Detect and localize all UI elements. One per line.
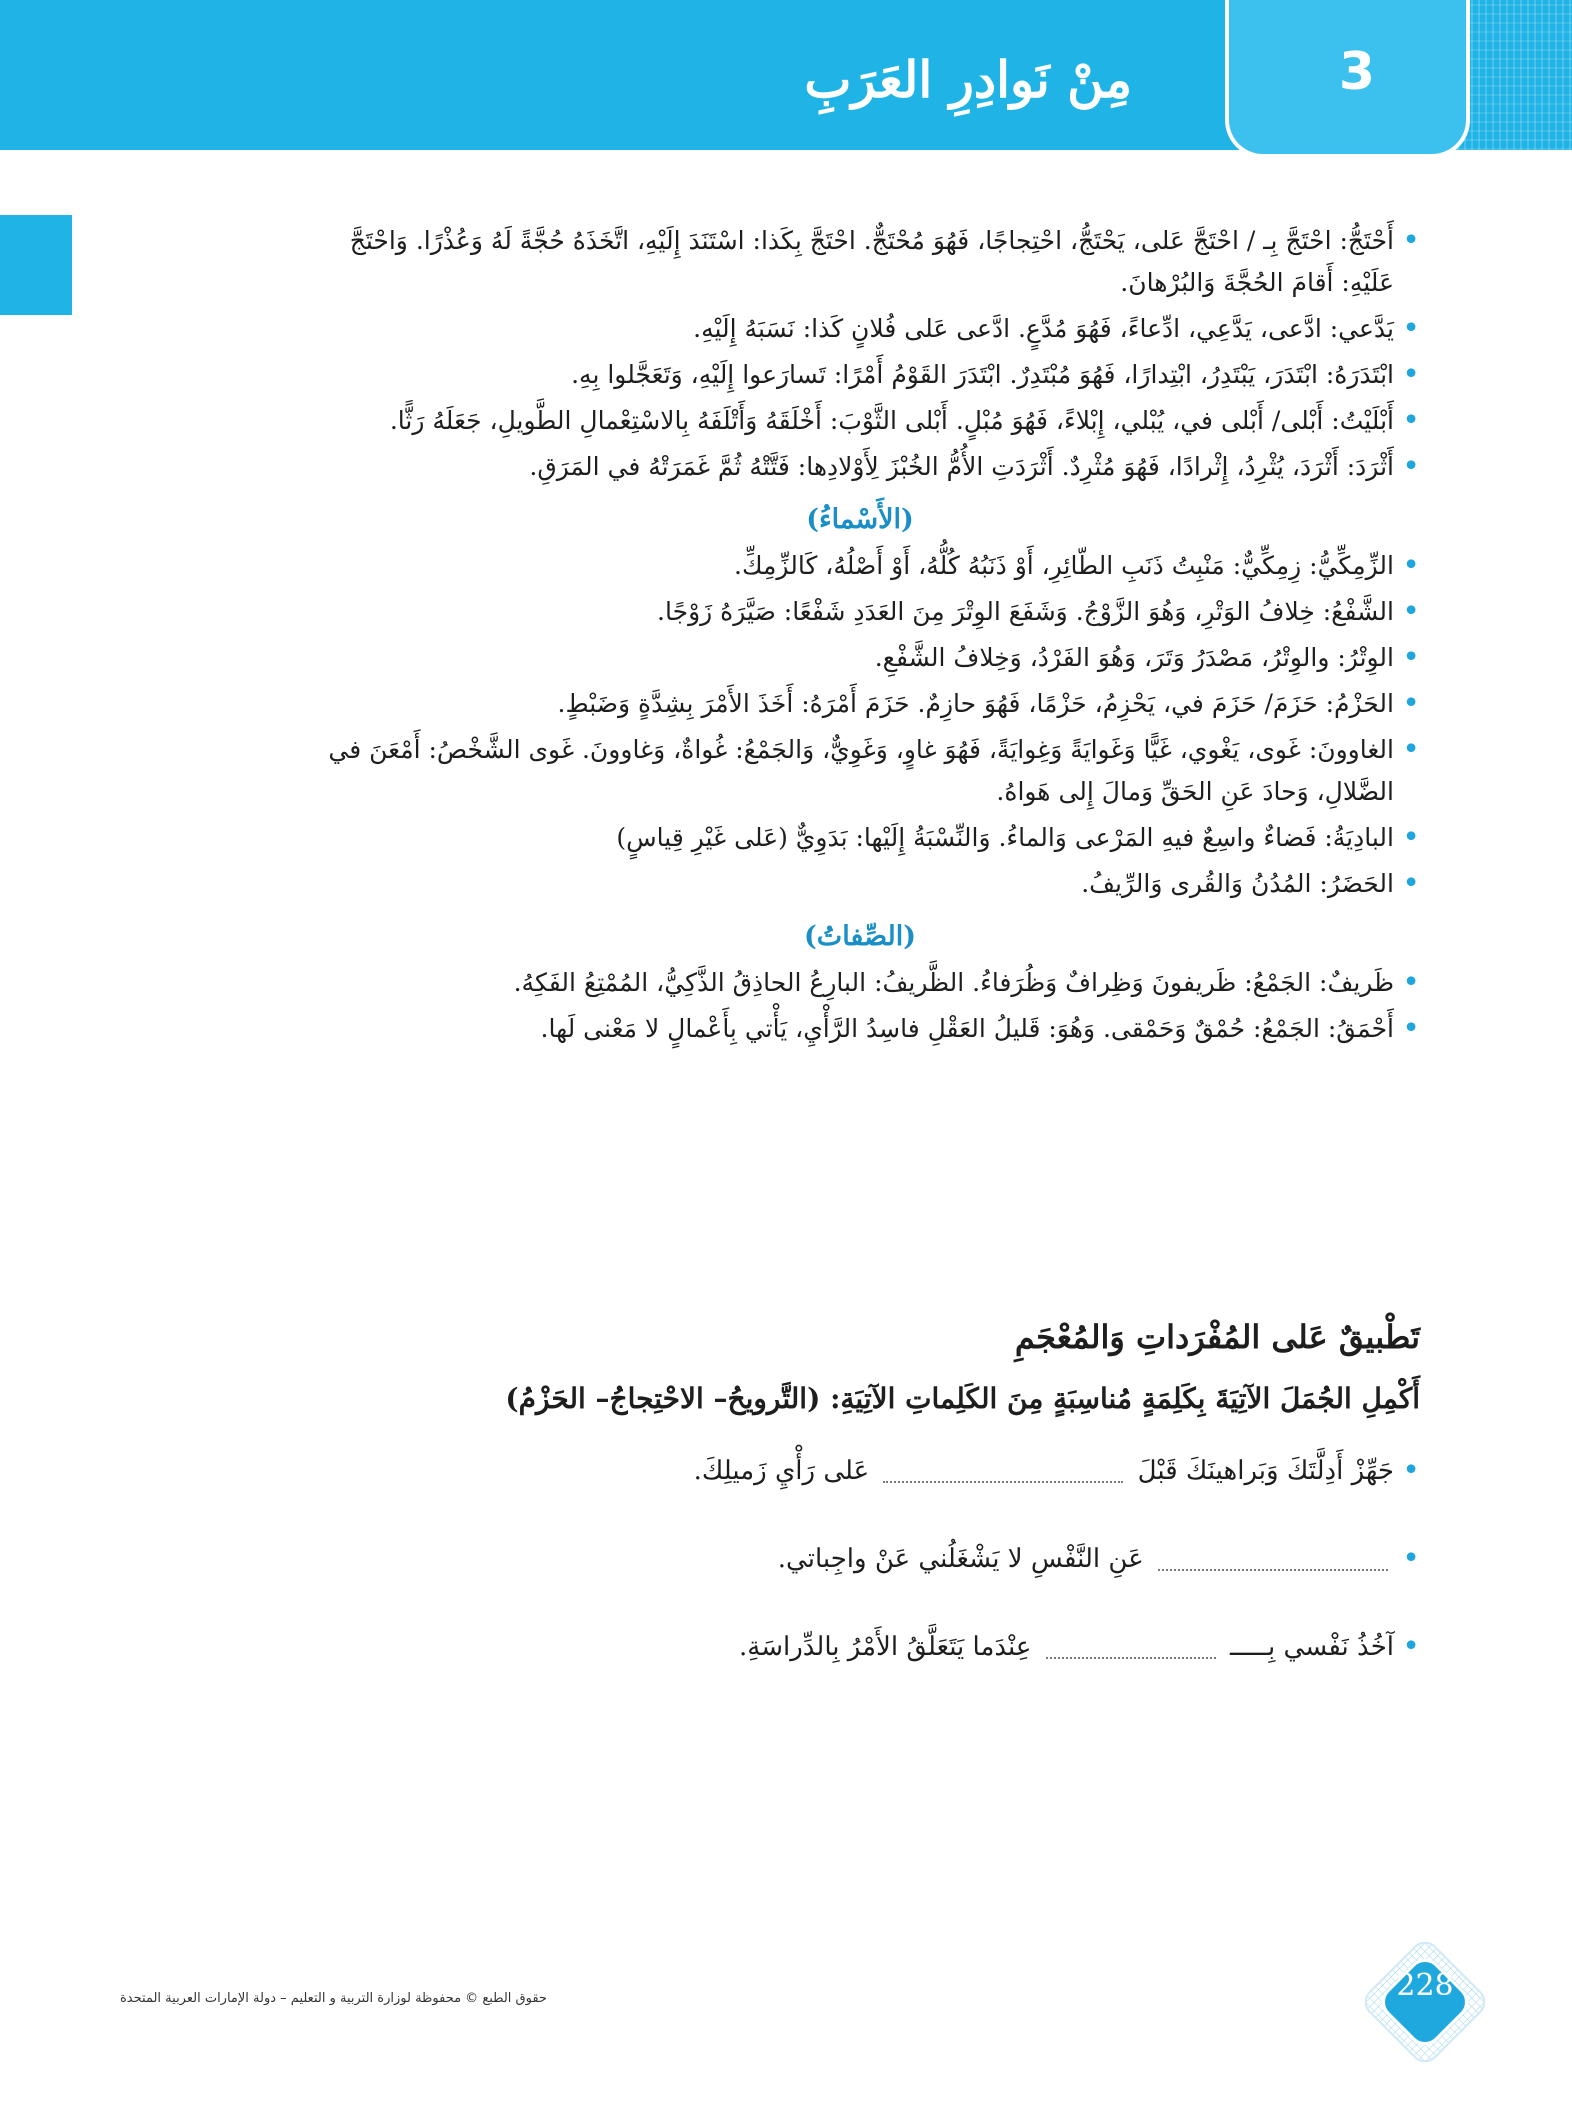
- copyright-notice: حقوق الطبع © محفوظة لوزارة التربية و التعليم – دولة الإمارات العربية المتحدة: [120, 1991, 547, 2006]
- exercise-item-after: عِنْدَما يَتَعَلَّقُ الأَمْرُ بِالدِّراسَةِ.: [739, 1632, 1032, 1662]
- exercise-item-after: عَلى رَأْيِ زَميلِكَ.: [693, 1456, 870, 1486]
- verb-entry: • يَدَّعي: ادَّعى، يَدَّعِي، ادِّعاءً، فَهُوَ مُدَّعٍ. ادَّعى عَلى فُلانٍ كَذا: نَسَبَهُ إِلَيْهِ.: [300, 308, 1420, 350]
- adjectives-heading: (الصِّفاتُ): [804, 921, 916, 952]
- nouns-heading: (الأَسْماءُ): [806, 504, 914, 535]
- chapter-title: مِنْ نَوادِرِ العَرَبِ: [804, 50, 1132, 109]
- exercise-instruction: أَكْمِلِ الجُمَلَ الآتِيَةَ بِكَلِمَةٍ مُناسِبَةٍ مِنَ الكَلِماتِ الآتِيَةِ: (التَّرويحُ– الاحْتِجاجُ– الحَزْمُ): [505, 1382, 1420, 1415]
- adjective-entry: • أَحْمَقُ: الجَمْعُ: حُمْقٌ وَحَمْقى. وَهُوَ: قَليلُ العَقْلِ فاسِدُ الرَّأْيِ، يَأْتي بِأَعْمالٍ لا مَعْنى لَها.: [300, 1008, 1420, 1050]
- verb-entry: • ابْتَدَرَهُ: ابْتَدَرَ، يَبْتَدِرُ، ابْتِدارًا، فَهُوَ مُبْتَدِرٌ. ابْتَدَرَ القَوْمُ أَمْرًا: تَسارَعوا إِلَيْهِ، وَتَعَجَّلوا بِهِ.: [300, 354, 1420, 396]
- verbs-list: [300, 220, 1420, 488]
- exercise-section: [320, 1318, 1420, 1715]
- exercise-item-before: جَهِّزْ أَدِلَّتَكَ وَبَراهينَكَ قَبْلَ: [1137, 1456, 1394, 1486]
- adjective-entry: • ظَريفٌ: الجَمْعُ: ظَريفونَ وَظِرافٌ وَظُرَفاءُ. الظَّريفُ: البارِعُ الحاذِقُ الذَّكِيُّ، المُمْتِعُ الفَكِهُ.: [300, 962, 1420, 1004]
- exercise-title: تَطْبيقٌ عَلى المُفْرَداتِ وَالمُعْجَمِ: [1014, 1318, 1420, 1356]
- answer-blank[interactable]: [1158, 1549, 1388, 1571]
- exercise-item-3: [320, 1627, 1420, 1667]
- verb-entry: • أَبْلَيْتُ: أَبْلى/ أَبْلى في، يُبْلي، إِبْلاءً، فَهُوَ مُبْلٍ. أَبْلى الثَّوْبَ: أَخْلَقَهُ وَأَتْلَفَهُ بِالاسْتِعْمالِ الطَّويلِ، جَعَلَهُ رَثًّا.: [300, 400, 1420, 442]
- nouns-list: [300, 545, 1420, 905]
- noun-entry: • الزِّمِكِّيُّ: زِمِكِّيٌّ: مَنْبِتُ ذَنَبِ الطّائِرِ، أَوْ ذَنَبُهُ كُلُّهُ، أَوْ أَصْلُهُ، كَالزِّمِكِّ.: [300, 545, 1420, 587]
- chapter-number: 3: [1338, 42, 1376, 102]
- noun-entry: • الحَضَرُ: المُدُنُ وَالقُرى وَالرِّيفُ.: [300, 863, 1420, 905]
- verb-entry: • أَحْتَجُّ: احْتَجَّ بِـ / احْتَجَّ عَلى، يَحْتَجُّ، احْتِجاجًا، فَهُوَ مُحْتَجٌّ. احْتَجَّ بِكَذا: اسْتَنَدَ إِلَيْهِ، اتَّخَذَهُ حُجَّةً لَهُ وَعُذْرًا. وَاحْتَجَّ عَلَيْهِ: أَقامَ الحُجَّةَ وَالبُرْهانَ.: [300, 220, 1420, 304]
- answer-blank[interactable]: [883, 1461, 1123, 1483]
- adjectives-list: [300, 962, 1420, 1050]
- verb-entry: • أَثْرَدَ: أَثْرَدَ، يُثْرِدُ، إِثْرادًا، فَهُوَ مُثْرِدٌ. أَثْرَدَتِ الأُمُّ الخُبْزَ لِأَوْلادِها: فَتَّتْهُ ثُمَّ غَمَرَتْهُ في المَرَقِ.: [300, 446, 1420, 488]
- noun-entry: • الشَّفْعُ: خِلافُ الوَتْرِ، وَهُوَ الزَّوْجُ. وَشَفَعَ الوِتْرَ مِنَ العَدَدِ شَفْعًا: صَيَّرَهُ زَوْجًا.: [300, 591, 1420, 633]
- page-number: 228: [1396, 1968, 1454, 2003]
- exercise-item-2: [320, 1539, 1420, 1579]
- exercise-item-before: آخُذُ نَفْسي بِـــــ: [1229, 1632, 1394, 1662]
- noun-entry: • الوِتْرُ: والوِتْرُ، مَصْدَرُ وَتَرَ، وَهُوَ الفَرْدُ، وَخِلافُ الشَّفْعِ.: [300, 637, 1420, 679]
- noun-entry: • الغاوونَ: غَوى، يَغْوي، غَيًّا وَغَوايَةً وَغِوايَةً، فَهُوَ غاوٍ، وَغَوِيٌّ، وَالجَمْعُ: غُواةٌ، وَغاوونَ. غَوى الشَّخْصُ: أَمْعَنَ في الضَّلالِ، وَحادَ عَنِ الحَقِّ وَمالَ إِلى هَواهُ.: [300, 729, 1420, 813]
- noun-entry: • الحَزْمُ: حَزَمَ/ حَزَمَ في، يَحْزِمُ، حَزْمًا، فَهُوَ حازِمٌ. حَزَمَ أَمْرَهُ: أَخَذَ الأَمْرَ بِشِدَّةٍ وَضَبْطٍ.: [300, 683, 1420, 725]
- noun-entry: • البادِيَةُ: فَضاءٌ واسِعٌ فيهِ المَرْعى وَالماءُ. وَالنِّسْبَةُ إِلَيْها: بَدَوِيٌّ (عَلى غَيْرِ قِياسٍ): [300, 817, 1420, 859]
- exercise-item-after: عَنِ النَّفْسِ لا يَشْغَلُني عَنْ واجِباتي.: [777, 1544, 1144, 1574]
- side-tab: [0, 215, 72, 315]
- answer-blank[interactable]: [1046, 1637, 1216, 1659]
- exercise-item-1: [320, 1451, 1420, 1491]
- vocabulary-content: [300, 220, 1420, 1054]
